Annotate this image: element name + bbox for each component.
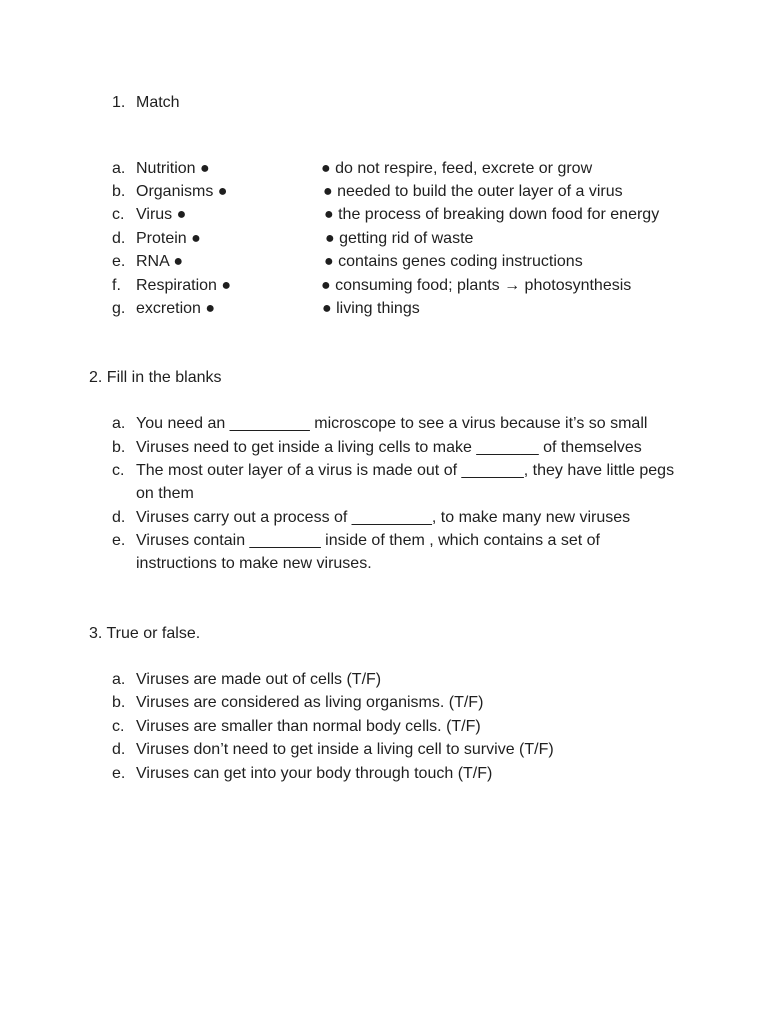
match-row [0, 229, 768, 252]
section-1-title: Match [136, 94, 180, 111]
match-term: RNA ● [136, 253, 184, 270]
list-marker: a. [112, 160, 126, 177]
list-marker: g. [112, 300, 126, 317]
list-marker: e. [112, 253, 126, 270]
match-row [0, 205, 768, 228]
match-row [0, 159, 768, 182]
question-text: The most outer layer of a virus is made out of _______, they have little pegs on them [136, 462, 675, 502]
question-text: Viruses can get into your body through touch (T/F) [136, 765, 493, 782]
question-text: Viruses need to get inside a living cells to make _______ of themselves [136, 439, 642, 456]
match-definition: ● the process of breaking down food for energy [324, 206, 660, 223]
question-text: Viruses are smaller than normal body cells. (T/F) [136, 718, 481, 735]
question-text: Viruses don’t need to get inside a living cell to survive (T/F) [136, 741, 554, 758]
match-term: Virus ● [136, 206, 187, 223]
section-3-title: 3. True or false. [89, 625, 201, 642]
question-text: Viruses are considered as living organisms. (T/F) [136, 694, 484, 711]
list-marker: d. [112, 509, 126, 526]
list-marker: e. [112, 765, 126, 782]
list-marker: f. [112, 277, 121, 294]
match-row [0, 299, 768, 322]
section-1-number: 1. [112, 94, 126, 111]
match-definition: ● getting rid of waste [325, 230, 474, 247]
list-marker: c. [112, 206, 125, 223]
question-text: Viruses contain ________ inside of them , which contains a set of instructions to make new viruses. [136, 532, 600, 572]
question-text: Viruses are made out of cells (T/F) [136, 671, 382, 688]
match-definition: ● do not respire, feed, excrete or grow [321, 160, 593, 177]
list-marker: b. [112, 694, 126, 711]
match-term: Protein ● [136, 230, 201, 247]
match-term: Respiration ● [136, 277, 232, 294]
question-text: You need an _________ microscope to see a virus because it’s so small [136, 415, 648, 432]
match-definition: ● contains genes coding instructions [324, 253, 583, 270]
list-marker: c. [112, 718, 125, 735]
list-marker: d. [112, 741, 126, 758]
match-row [0, 252, 768, 275]
match-term: Nutrition ● [136, 160, 210, 177]
match-row [0, 182, 768, 205]
match-definition: ● living things [322, 300, 420, 317]
match-definition: ● consuming food; plants → photosynthesis [321, 277, 632, 294]
list-marker: a. [112, 671, 126, 688]
list-marker: a. [112, 415, 126, 432]
match-row [0, 276, 768, 299]
list-marker: b. [112, 439, 126, 456]
list-marker: b. [112, 183, 126, 200]
match-definition: ● needed to build the outer layer of a virus [323, 183, 623, 200]
list-marker: c. [112, 462, 125, 479]
list-marker: d. [112, 230, 126, 247]
question-text: Viruses carry out a process of _________, to make many new viruses [136, 509, 631, 526]
list-marker: e. [112, 532, 126, 549]
match-term: Organisms ● [136, 183, 228, 200]
section-2-title: 2. Fill in the blanks [89, 369, 222, 386]
match-term: excretion ● [136, 300, 216, 317]
